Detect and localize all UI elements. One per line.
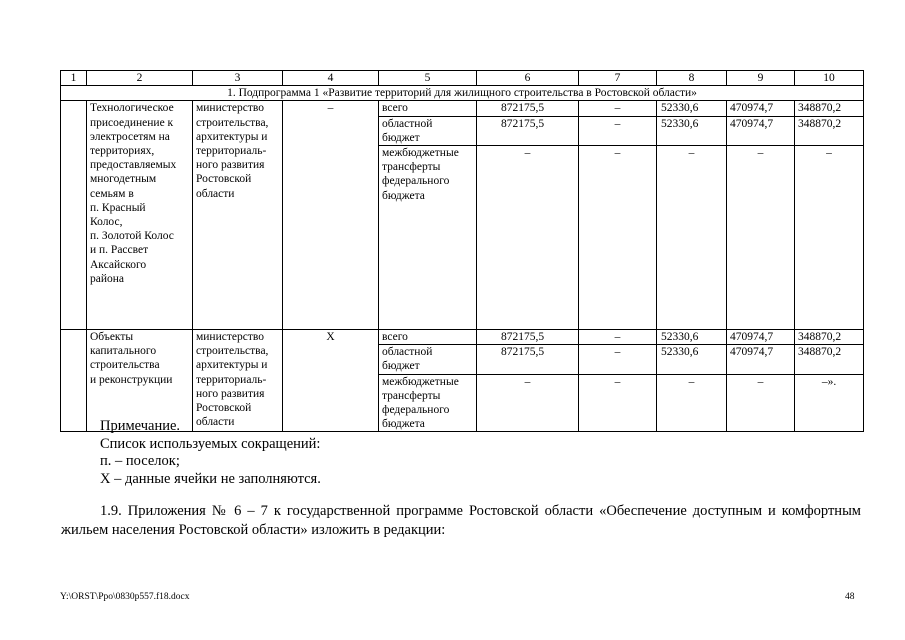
notes-block: [100, 418, 321, 488]
column-header: 2: [87, 71, 193, 86]
funding-source-cell: [379, 101, 477, 116]
value-cell: 52330,6: [657, 345, 727, 374]
measure-name-line: Аксайского: [90, 258, 147, 271]
measure-name-line: присоединение к: [90, 116, 174, 129]
column-4-cell: Х: [283, 330, 379, 432]
measure-name-line: п. Золотой Колос: [90, 230, 174, 243]
file-path: Y:\ORST\Ppo\0830p557.f18.docx: [60, 592, 190, 602]
executor-cell: [193, 101, 283, 330]
row-number-cell: [61, 101, 87, 330]
value-cell: –: [727, 374, 795, 432]
value-cell: 52330,6: [657, 330, 727, 345]
executor-cell: [193, 330, 283, 432]
funding-source-cell: [379, 330, 477, 345]
executor-line: Ростовской: [196, 402, 252, 415]
funding-source-line: всего: [382, 102, 408, 115]
executor-line: территориаль-: [196, 373, 267, 386]
column-header: 9: [727, 71, 795, 86]
value-cell: –: [727, 146, 795, 330]
value-cell: –: [579, 146, 657, 330]
measure-name-line: Объекты: [90, 331, 134, 344]
executor-line: области: [196, 187, 235, 200]
measure-name-cell: [87, 101, 193, 330]
executor-line: территориаль-: [196, 145, 267, 158]
measure-name-line: территориях,: [90, 145, 155, 158]
executor-line: архитектуры и: [196, 130, 268, 143]
value-cell: 470974,7: [727, 101, 795, 116]
measure-name-line: капитального: [90, 345, 157, 358]
value-cell: 872175,5: [477, 101, 579, 116]
funding-source-line: федерального: [382, 404, 450, 417]
value-cell: 470974,7: [727, 116, 795, 145]
table-row: [61, 330, 864, 345]
column-4-cell: –: [283, 101, 379, 330]
value-cell: 470974,7: [727, 345, 795, 374]
value-cell: 470974,7: [727, 330, 795, 345]
measure-name-line: семьям в: [90, 187, 134, 200]
value-cell: –: [579, 345, 657, 374]
column-header: 10: [795, 71, 864, 86]
value-cell: –: [579, 116, 657, 145]
value-cell: –: [579, 374, 657, 432]
amendment-paragraph: 1.9. Приложения № 6 – 7 к государственной программе Ростовской области «Обеспечение доступным и комфортным жильем населения Ростовской области» изложить в редакции:: [61, 503, 861, 538]
executor-line: ного развития: [196, 387, 265, 400]
executor-line: области: [196, 416, 235, 429]
executor-line: строительства,: [196, 116, 269, 129]
funding-source-line: межбюджетные: [382, 375, 459, 388]
measure-name-cell: [87, 330, 193, 432]
funding-source-line: всего: [382, 331, 408, 344]
column-header: 6: [477, 71, 579, 86]
value-cell: 348870,2: [795, 116, 864, 145]
funding-source-cell: [379, 345, 477, 374]
value-cell: 52330,6: [657, 101, 727, 116]
column-header: 5: [379, 71, 477, 86]
measure-name-line: предоставляемых: [90, 159, 177, 172]
measure-name-line: п. Красный: [90, 201, 146, 214]
value-cell: 872175,5: [477, 345, 579, 374]
funding-source-line: областной: [382, 346, 433, 359]
funding-source-line: областной: [382, 117, 433, 130]
value-cell: –».: [795, 374, 864, 432]
measure-name-line: и реконструкции: [90, 373, 173, 386]
measure-name-line: и п. Рассвет: [90, 244, 149, 257]
measure-name-line: многодетным: [90, 173, 157, 186]
column-header: 4: [283, 71, 379, 86]
note-line: Примечание.: [100, 418, 181, 434]
value-cell: 348870,2: [795, 330, 864, 345]
funding-source-line: бюджет: [382, 131, 420, 144]
column-header: 8: [657, 71, 727, 86]
value-cell: –: [579, 101, 657, 116]
executor-line: министерство: [196, 331, 264, 344]
funding-source-line: межбюджетные: [382, 147, 459, 160]
funding-source-line: трансферты: [382, 389, 441, 402]
measure-name-line: электросетям на: [90, 130, 170, 143]
column-header: 1: [61, 71, 87, 86]
measure-name-line: района: [90, 272, 125, 285]
funding-source-cell: [379, 374, 477, 432]
value-cell: –: [477, 374, 579, 432]
funding-source-line: трансферты: [382, 161, 441, 174]
table-row: [61, 101, 864, 116]
value-cell: –: [657, 146, 727, 330]
executor-line: строительства,: [196, 345, 269, 358]
value-cell: 872175,5: [477, 330, 579, 345]
value-cell: 52330,6: [657, 116, 727, 145]
measure-name-line: Технологическое: [90, 102, 174, 115]
value-cell: 348870,2: [795, 345, 864, 374]
subprogram-row: [61, 86, 864, 101]
note-line: Список используемых сокращений:: [100, 435, 321, 452]
funding-source-line: бюджета: [382, 418, 425, 431]
value-cell: 348870,2: [795, 101, 864, 116]
executor-line: министерство: [196, 102, 264, 115]
row-number-cell: [61, 330, 87, 432]
funding-source-line: бюджет: [382, 360, 420, 373]
executor-line: архитектуры и: [196, 359, 268, 372]
table-header-row: [61, 71, 864, 86]
subprogram-title: 1. Подпрограмма 1 «Развитие территорий для жилищного строительства в Ростовской области»: [61, 86, 864, 101]
funding-source-cell: [379, 116, 477, 145]
note-line: п. – поселок;: [100, 453, 180, 469]
funding-source-cell: [379, 146, 477, 330]
executor-line: Ростовской: [196, 173, 252, 186]
measure-name-line: строительства: [90, 359, 160, 372]
column-header: 3: [193, 71, 283, 86]
value-cell: –: [795, 146, 864, 330]
value-cell: 872175,5: [477, 116, 579, 145]
funding-source-line: бюджета: [382, 189, 425, 202]
measure-name-line: Колос,: [90, 216, 123, 229]
value-cell: –: [579, 330, 657, 345]
page-number: 48: [845, 592, 855, 602]
note-line: Х – данные ячейки не заполняются.: [100, 470, 321, 487]
executor-line: ного развития: [196, 159, 265, 172]
funding-source-line: федерального: [382, 175, 450, 188]
column-header: 7: [579, 71, 657, 86]
budget-table: [60, 70, 864, 432]
value-cell: –: [477, 146, 579, 330]
value-cell: –: [657, 374, 727, 432]
